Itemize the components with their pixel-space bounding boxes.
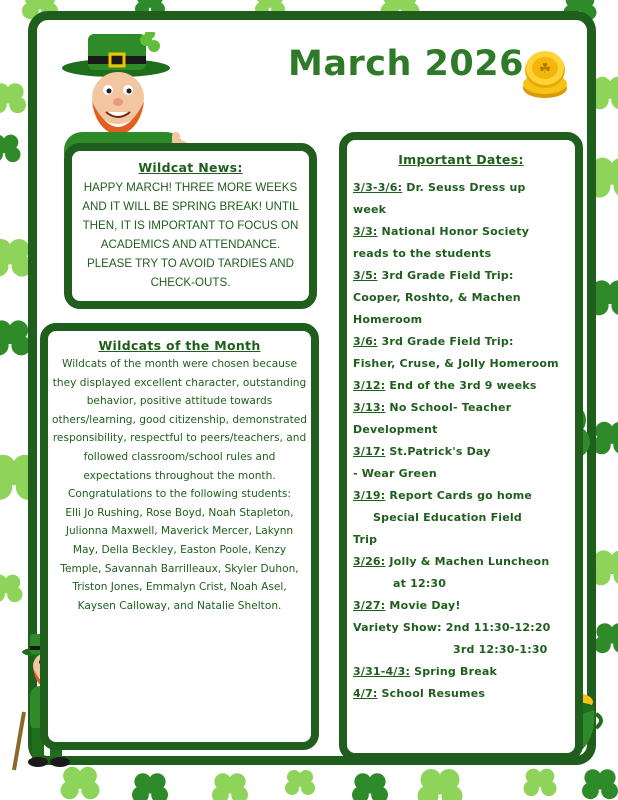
wildcats-student-list: Elli Jo Rushing, Rose Boyd, Noah Stapleton, Julionna Maxwell, Maverick Mercer, Lakynn May, Della Beckley, Easton Poole, Kenzy Temple, Savannah Barrilleaux, Skyler Duhon, Triston Jones, Emmalyn Crist, Noah Asel, Kaysen Calloway, and Natalie Shelton. <box>60 506 299 612</box>
page-title: March 2026 <box>288 44 524 84</box>
wildcat-news-heading: Wildcat News: <box>138 160 243 175</box>
date-item: 4/7: School Resumes <box>353 687 486 700</box>
date-item: 3/13: No School- Teacher <box>353 401 512 414</box>
wildcats-congrats: Congratulations to the following students: <box>68 488 291 501</box>
date-item: at 12:30 <box>393 577 447 590</box>
wildcat-news-body: HAPPY MARCH! THREE MORE WEEKS AND IT WILL BE SPRING BREAK! UNTIL THEN, IT IS IMPORTANT TO FOCUS ON ACADEMICS AND ATTENDANCE. PLEASE TRY TO AVOID TARDIES AND CHECK-OUTS. <box>82 181 299 289</box>
date-item: - Wear Green <box>353 467 437 480</box>
date-item: 3/3: National Honor Society <box>353 225 530 238</box>
svg-text:☘: ☘ <box>538 61 552 77</box>
date-item: 3rd 12:30-1:30 <box>453 643 548 656</box>
date-item: 3/12: End of the 3rd 9 weeks <box>353 379 537 392</box>
date-item: 3/17: St.Patrick's Day <box>353 445 491 458</box>
date-item: 3/6: 3rd Grade Field Trip: <box>353 335 514 348</box>
date-item: Cooper, Roshto, & Machen <box>353 291 521 304</box>
date-item: Fisher, Cruse, & Jolly Homeroom <box>353 357 559 370</box>
wildcat-news-box <box>64 143 317 309</box>
wildcats-of-month-box <box>40 323 319 750</box>
date-item: week <box>353 203 387 216</box>
gold-coin-icon <box>519 46 571 102</box>
wildcats-of-month-body <box>52 355 307 615</box>
date-item: Special Education Field <box>373 511 522 524</box>
date-item: reads to the students <box>353 247 492 260</box>
wildcats-of-month-heading: Wildcats of the Month <box>98 338 261 353</box>
important-dates-heading: Important Dates: <box>398 152 524 167</box>
wildcats-intro: Wildcats of the month were chosen because they displayed excellent character, outstanding behavior, positive attitude towards others/learning, good citizenship, demonstrated responsibility, respectful to peers/teachers, and followed classroom/school rules and expectations throughout the month. <box>52 358 308 482</box>
date-item: 3/19: Report Cards go home <box>353 489 533 502</box>
date-item: Homeroom <box>353 313 423 326</box>
date-item: 3/26: Jolly & Machen Luncheon <box>353 555 550 568</box>
date-item: Variety Show: 2nd 11:30-12:20 <box>353 621 551 634</box>
important-dates-box <box>339 132 583 761</box>
date-item: 3/27: Movie Day! <box>353 599 461 612</box>
date-item: 3/3-3/6: Dr. Seuss Dress up <box>353 181 526 194</box>
date-item: 3/5: 3rd Grade Field Trip: <box>353 269 514 282</box>
date-item: Development <box>353 423 438 436</box>
date-item: 3/31-4/3: Spring Break <box>353 665 498 678</box>
important-dates-list <box>353 177 571 705</box>
date-item: Trip <box>353 533 378 546</box>
